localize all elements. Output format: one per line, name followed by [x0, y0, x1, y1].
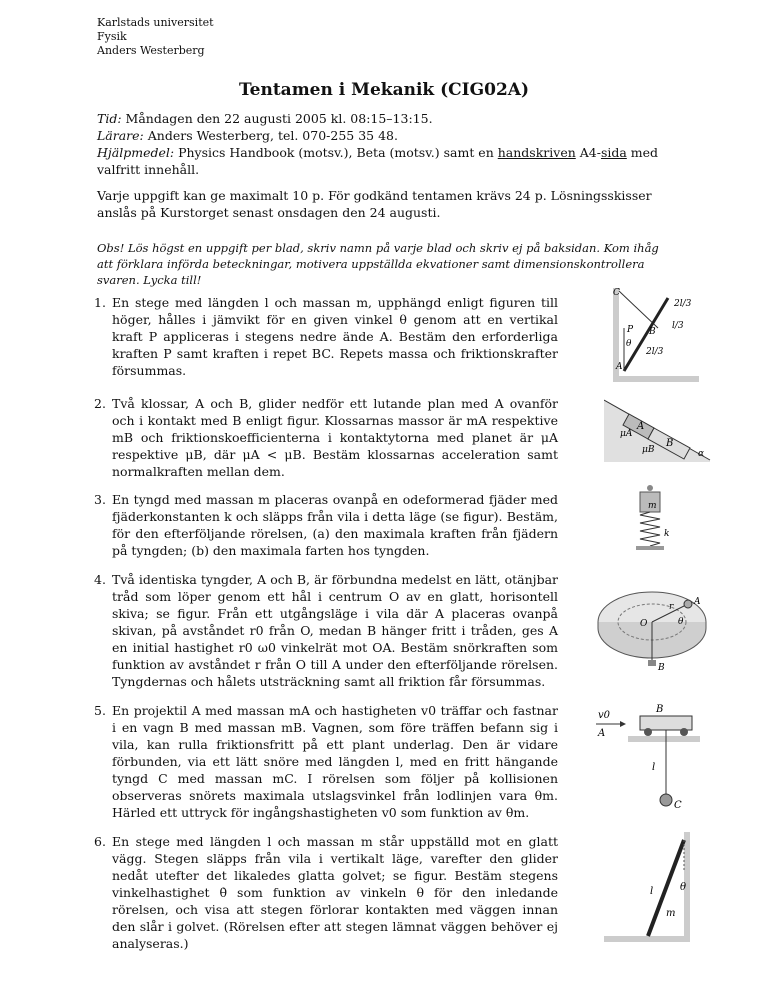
- problem-number: 5.: [94, 703, 106, 718]
- problem-5: [94, 702, 558, 821]
- fig5-label-l: l: [652, 762, 656, 773]
- problem-text: Två klossar, A och B, glider nedför ett lutande plan med A ovanför och i kontakt med B enligt figur. Klossarnas massor är mA respektive mB och friktionskoefficienterna i kontaktytorna med planet är μA respektive μB, där μA < μB. Bestäm klossarnas acceleration samt normalkraften mellan dem.: [112, 396, 558, 479]
- header-block: [97, 16, 214, 58]
- meta-aids: [97, 144, 677, 178]
- figure-6-ladder-wall: [604, 832, 694, 944]
- meta-aids-b: A4-: [575, 145, 601, 160]
- fig2-label-A: A: [637, 421, 645, 432]
- header-university: Karlstads universitet: [97, 16, 214, 29]
- fig1-label-l2: l/3: [672, 321, 684, 331]
- problem-text: Två identiska tyngder, A och B, är förbundna medelst en lätt, otänjbar tråd som löper genom ett hål i centrum O av en glatt, horisontell skiva; se figur. Från ett utgångsläge i vila där A placeras ovanpå skivan, på avståndet r0 från O, medan B hänger fritt i tråden, ges A en initial hastighet r0 ω0 vinkelrät mot OA. Bestäm snörkraften som funktion av avståndet r från O till A under den efterföljande rörelsen. Tyngdernas och hålets utsträckning samt all friktion får försummas.: [112, 572, 558, 689]
- fig4-label-O: O: [640, 619, 648, 629]
- fig1-label-l3: 2l/3: [646, 347, 664, 357]
- fig2-label-alpha: α: [698, 449, 705, 459]
- problem-number: 2.: [94, 396, 106, 411]
- meta-aids-a: Physics Handbook (motsv.), Beta (motsv.) samt en: [174, 145, 498, 160]
- problem-number: 6.: [94, 834, 106, 849]
- fig1-label-P: P: [627, 325, 634, 335]
- problem-text: En tyngd med massan m placeras ovanpå en odeformerad fjäder med fjäderkonstanten k och släpps från vila i detta läge (se figur). Bestäm, för den efterföljande rörelsen, (a) den maximala kraften från fjädern på tyngden; (b) den maximala farten hos tyngden.: [112, 492, 558, 558]
- meta-time: [97, 110, 677, 127]
- problem-number: 3.: [94, 492, 106, 507]
- meta-time-value: Måndagen den 22 augusti 2005 kl. 08:15–13:15.: [121, 111, 433, 126]
- header-author: Anders Westerberg: [97, 44, 205, 57]
- meta-aids-label: Hjälpmedel:: [97, 145, 175, 160]
- meta-teacher-value: Anders Westerberg, tel. 070-255 35 48.: [143, 128, 398, 143]
- fig1-label-l1: 2l/3: [674, 299, 692, 309]
- problem-6: [94, 833, 558, 952]
- problem-3: [94, 491, 558, 559]
- figure-2-incline: [604, 396, 714, 482]
- problem-1: [94, 294, 558, 379]
- fig3-label-k: k: [664, 529, 670, 539]
- fig6-label-theta: θ: [680, 882, 687, 893]
- figure-5-cart: [592, 700, 702, 818]
- problem-text: En stege med längden l och massan m står uppställd mot en glatt vägg. Stegen släpps från vila i vertikalt läge, varefter den glider nedåt utefter det likaledes glatta golvet; se figur. Bestäm stegens vinkelhastighet θ̇ som funktion av vinkeln θ för den inledande rörelsen, och visa att stegen förlorar kontakten med väggen innan den slår i golvet. (Rörelsen efter att stegen lämnat väggen behöver ej analyseras.): [112, 834, 558, 951]
- fig5-label-B: B: [656, 704, 664, 715]
- problem-2: [94, 395, 558, 480]
- fig4-label-A: A: [694, 597, 701, 607]
- meta-aids-c: med valfritt innehåll.: [97, 145, 659, 177]
- exam-meta: [97, 110, 677, 178]
- fig1-label-C: C: [613, 288, 620, 298]
- fig4-label-theta: θ: [678, 617, 684, 627]
- header-department: Fysik: [97, 30, 127, 43]
- fig1-label-B: B: [649, 327, 656, 337]
- fig2-label-B: B: [666, 438, 674, 449]
- fig2-label-muA: μA: [620, 429, 633, 439]
- page-title: Tentamen i Mekanik (CIG02A): [238, 80, 530, 100]
- problem-number: 1.: [94, 295, 106, 310]
- problem-number: 4.: [94, 572, 106, 587]
- fig6-label-m: m: [666, 908, 676, 919]
- meta-teacher-label: Lärare:: [97, 128, 144, 143]
- problem-text: En stege med längden l och massan m, upphängd enligt figuren till höger, hålles i jämvikt för en given vinkel θ genom att en vertikal kraft P appliceras i stegens nedre ände A. Bestäm den erforderliga kraften P samt kraften i repet BC. Repets massa och friktionskrafter försummas.: [112, 295, 558, 378]
- figure-4-disk: [596, 582, 708, 674]
- fig1-label-theta: θ: [626, 339, 632, 349]
- problem-text: En projektil A med massan mA och hastigheten v0 träffar och fastnar i en vagn B med massan mB. Vagnen, som före träffen befann sig i vila, kan rulla friktionsfritt på ett plant underlag. Den är vidare förbunden, via ett lätt snöre med längden l, med en fritt hängande tyngd C med massan mC. I rörelsen som följer på kollisionen observeras snörets maximala utslagsvinkel från lodlinjen vara θm. Härled ett uttryck för ingångshastigheten v0 som funktion av θm.: [112, 703, 558, 820]
- fig4-label-B: B: [658, 663, 665, 673]
- exam-info: Varje uppgift kan ge maximalt 10 p. För godkänd tentamen krävs 24 p. Lösningsskisser anslås på Kurstorget senast onsdagen den 24 augusti.: [97, 188, 652, 220]
- meta-teacher: [97, 127, 677, 144]
- exam-notice: Obs! Lös högst en uppgift per blad, skriv namn på varje blad och skriv ej på baksidan. Kom ihåg att förklara införda beteckningar, motivera uppställda ekvationer samt dimensionskontrollera svaren. Lycka till!: [97, 241, 659, 287]
- fig5-label-C: C: [674, 800, 682, 811]
- fig5-label-A: A: [598, 728, 606, 739]
- meta-aids-u1: handskriven: [497, 145, 576, 160]
- figure-1-ladder: [596, 286, 706, 386]
- fig2-label-muB: μB: [642, 445, 655, 455]
- fig3-label-m: m: [648, 501, 657, 511]
- fig1-label-A: A: [616, 362, 623, 372]
- figure-3-spring: [628, 484, 688, 560]
- fig5-label-v0: v0: [598, 710, 611, 721]
- problem-4: [94, 571, 558, 690]
- meta-time-label: Tid:: [97, 111, 122, 126]
- fig4-label-r: r: [669, 602, 674, 612]
- meta-aids-u2: sida: [600, 145, 627, 160]
- fig6-label-l: l: [650, 886, 654, 897]
